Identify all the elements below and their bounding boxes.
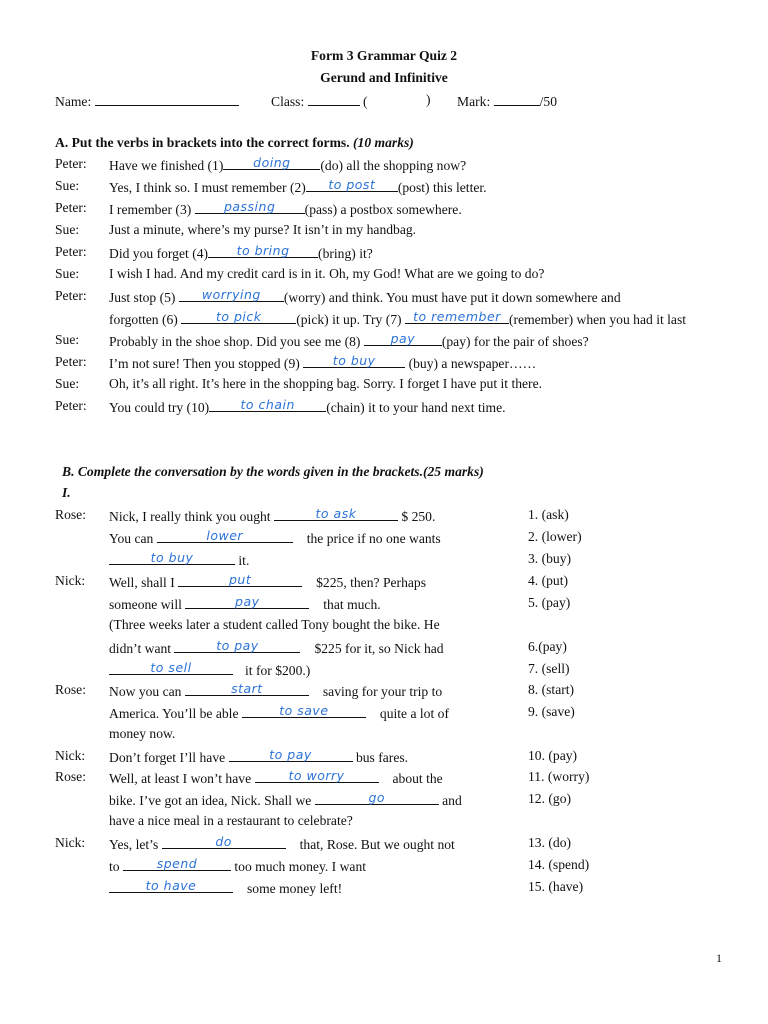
speaker-label: Sue: — [55, 178, 80, 193]
handwritten-answer: to save — [279, 703, 329, 718]
line-text: Well, shall I — [109, 575, 179, 590]
dialogue-line — [109, 353, 536, 373]
verb-hint: 1. (ask) — [528, 507, 569, 522]
answer-blank-3[interactable] — [195, 199, 305, 214]
line-text: America. You’ll be able — [109, 706, 242, 721]
verb-hint: 12. (go) — [528, 791, 572, 806]
name-blank[interactable] — [95, 91, 239, 106]
line-text: to — [109, 859, 123, 874]
handwritten-answer: to remember — [413, 309, 501, 324]
handwritten-answer: to ask — [315, 506, 357, 521]
dialogue-line — [109, 768, 443, 788]
answer-blank-b1[interactable] — [274, 506, 398, 521]
handwritten-answer: to worry — [288, 768, 345, 783]
answer-blank-b6[interactable] — [174, 638, 300, 653]
dialogue-line — [109, 747, 408, 767]
section-b-part: I. — [62, 485, 71, 500]
dialogue-line: (Three weeks later a student called Tony bought the bike. He — [109, 617, 440, 632]
line-text: You could try (10) — [109, 400, 210, 415]
line-text: Have we finished (1) — [109, 158, 224, 173]
speaker-label: Peter: — [55, 200, 87, 215]
line-text: Yes, I think so. I must remember (2) — [109, 180, 306, 195]
class-paren-close: ) — [426, 92, 431, 107]
line-text: $225, then? Perhaps — [316, 575, 426, 590]
line-text: (pick) it up. Try (7) — [296, 312, 405, 327]
dialogue-line — [109, 834, 455, 854]
handwritten-answer: to pay — [216, 638, 259, 653]
handwritten-answer: go — [368, 790, 386, 805]
speaker-label: Sue: — [55, 332, 80, 347]
verb-hint: 9. (save) — [528, 704, 575, 719]
handwritten-answer: do — [215, 834, 232, 849]
handwritten-answer: to bring — [236, 243, 290, 258]
line-text: (remember) when you had it last — [508, 312, 687, 327]
verb-hint: 2. (lower) — [528, 529, 582, 544]
dialogue-line — [109, 638, 444, 658]
answer-blank-b14[interactable] — [123, 856, 231, 871]
page-number: 1 — [716, 951, 722, 965]
quiz-title: Form 3 Grammar Quiz 2 — [310, 48, 458, 63]
verb-hint: 7. (sell) — [528, 661, 570, 676]
answer-blank-1[interactable] — [223, 155, 320, 170]
answer-blank-7[interactable] — [405, 309, 509, 324]
dialogue-line — [109, 703, 449, 723]
line-text: $ 250. — [397, 509, 436, 524]
answer-blank-5[interactable] — [179, 287, 284, 302]
speaker-label: Nick: — [55, 573, 86, 588]
mark-blank[interactable] — [494, 91, 540, 106]
line-text: (pass) a postbox somewhere. — [304, 202, 462, 217]
answer-blank-6[interactable] — [181, 309, 296, 324]
class-label: Class: — [271, 94, 305, 109]
handwritten-answer: doing — [253, 155, 291, 170]
dialogue-line — [109, 528, 441, 548]
speaker-label: Peter: — [55, 244, 87, 259]
line-text: $225 for it, so Nick had — [314, 641, 444, 656]
line-text: (do) all the shopping now? — [320, 158, 467, 173]
verb-hint: 14. (spend) — [528, 857, 590, 872]
line-text: someone will — [109, 597, 186, 612]
speaker-label: Peter: — [55, 156, 87, 171]
line-text: Nick, I really think you ought — [109, 509, 274, 524]
class-paren-open: ( — [363, 94, 368, 109]
handwritten-answer: passing — [223, 199, 276, 214]
line-text: quite a lot of — [379, 706, 449, 721]
class-field-row — [271, 91, 368, 111]
handwritten-answer: put — [228, 572, 252, 587]
section-b-heading: B. Complete the conversation by the words given in the brackets.(25 marks) — [62, 464, 484, 479]
line-text: and — [438, 793, 462, 808]
answer-blank-b11[interactable] — [255, 768, 379, 783]
handwritten-answer: to buy — [150, 550, 194, 565]
line-text: (post) this letter. — [397, 180, 487, 195]
dialogue-line — [109, 572, 426, 592]
speaker-label: Peter: — [55, 288, 87, 303]
dialogue-line — [109, 243, 373, 263]
line-text: (pay) for the pair of shoes? — [441, 334, 589, 349]
dialogue-line — [109, 660, 310, 680]
mark-label: Mark: — [457, 94, 491, 109]
dialogue-line — [109, 878, 342, 898]
speaker-label: Sue: — [55, 266, 80, 281]
answer-blank-10[interactable] — [209, 397, 326, 412]
dialogue-line — [109, 397, 506, 417]
handwritten-answer: to have — [145, 878, 197, 893]
handwritten-answer: start — [231, 681, 263, 696]
dialogue-line — [109, 199, 462, 219]
answer-blank-b5[interactable] — [185, 594, 309, 609]
answer-blank-b4[interactable] — [178, 572, 302, 587]
line-text: Now you can — [109, 684, 185, 699]
line-text: that much. — [323, 597, 381, 612]
answer-blank-b3[interactable] — [109, 550, 235, 565]
line-text: bike. I’ve got an idea, Nick. Shall we — [109, 793, 315, 808]
line-text: bus fares. — [352, 750, 409, 765]
verb-hint: 6.(pay) — [528, 639, 567, 654]
line-text: You can — [109, 531, 157, 546]
dialogue-line: Oh, it’s all right. It’s here in the shopping bag. Sorry. I forget I have put it there. — [109, 376, 543, 391]
line-text: (chain) it to your hand next time. — [326, 400, 506, 415]
answer-blank-b2[interactable] — [157, 528, 293, 543]
line-text: I remember (3) — [109, 202, 195, 217]
speaker-label: Rose: — [55, 682, 86, 697]
mark-total: /50 — [539, 94, 558, 109]
verb-hint: 3. (buy) — [528, 551, 572, 566]
mark-field-row — [457, 91, 557, 111]
speaker-label: Nick: — [55, 748, 86, 763]
answer-blank-b7[interactable] — [109, 660, 233, 675]
verb-hint: 4. (put) — [528, 573, 569, 588]
line-text: didn’t want — [109, 641, 175, 656]
dialogue-line — [109, 856, 366, 876]
line-text: forgotten (6) — [109, 312, 182, 327]
line-text: some money left! — [247, 881, 343, 896]
line-text: Probably in the shoe shop. Did you see me (8) — [109, 334, 364, 349]
section-a-marks: (10 marks) — [353, 135, 414, 150]
answer-blank-9[interactable] — [303, 353, 405, 368]
line-text: Did you forget (4) — [109, 246, 209, 261]
speaker-label: Nick: — [55, 835, 86, 850]
dialogue-line: Just a minute, where’s my purse? It isn’t in my handbag. — [109, 222, 417, 237]
line-text: (bring) it? — [318, 246, 373, 261]
verb-hint: 13. (do) — [528, 835, 572, 850]
answer-blank-b15[interactable] — [109, 878, 233, 893]
handwritten-answer: to pick — [215, 309, 262, 324]
dialogue-line — [109, 309, 686, 329]
handwritten-answer: to chain — [240, 397, 295, 412]
line-text: too much money. I want — [230, 859, 367, 874]
line-text: (worry) and think. You must have put it down somewhere and — [283, 290, 621, 305]
line-text: the price if no one wants — [306, 531, 441, 546]
speaker-label: Rose: — [55, 769, 86, 784]
answer-blank-b8[interactable] — [185, 681, 309, 696]
handwritten-answer: to sell — [150, 660, 192, 675]
dialogue-line — [109, 155, 466, 175]
answer-blank-4[interactable] — [208, 243, 318, 258]
speaker-label: Peter: — [55, 398, 87, 413]
verb-hint: 15. (have) — [528, 879, 584, 894]
line-text: it for $200.) — [245, 663, 311, 678]
handwritten-answer: pay — [390, 331, 416, 346]
speaker-label: Sue: — [55, 222, 80, 237]
dialogue-line — [109, 790, 462, 810]
dialogue-line — [109, 550, 249, 570]
line-text: saving for your trip to — [322, 684, 443, 699]
handwritten-answer: lower — [206, 528, 244, 543]
dialogue-line — [109, 287, 621, 307]
dialogue-line — [109, 506, 435, 526]
section-a-heading — [55, 134, 414, 152]
verb-hint: 11. (worry) — [528, 769, 590, 784]
speaker-label: Rose: — [55, 507, 86, 522]
name-field-row — [55, 91, 239, 111]
line-text: Yes, let’s — [109, 837, 162, 852]
dialogue-line: I wish I had. And my credit card is in it. Oh, my God! What are we going to do? — [109, 266, 545, 281]
handwritten-answer: worrying — [201, 287, 261, 302]
speaker-label: Sue: — [55, 376, 80, 391]
line-text: I’m not sure! Then you stopped (9) — [109, 356, 304, 371]
answer-blank-b9[interactable] — [242, 703, 366, 718]
answer-blank-b13[interactable] — [162, 834, 286, 849]
line-text: Don’t forget I’ll have — [109, 750, 229, 765]
dialogue-line: have a nice meal in a restaurant to celebrate? — [109, 813, 353, 828]
answer-blank-8[interactable] — [364, 331, 442, 346]
handwritten-answer: to post — [328, 177, 376, 192]
handwritten-answer: pay — [235, 594, 260, 609]
verb-hint: 5. (pay) — [528, 595, 571, 610]
line-text: Well, at least I won’t have — [109, 771, 255, 786]
line-text: about the — [392, 771, 443, 786]
quiz-subtitle: Gerund and Infinitive — [320, 70, 448, 85]
handwritten-answer: to buy — [332, 353, 376, 368]
dialogue-line: money now. — [109, 726, 176, 741]
line-text: (buy) a newspaper…… — [405, 356, 537, 371]
dialogue-line — [109, 177, 487, 197]
answer-blank-b10[interactable] — [229, 747, 353, 762]
answer-blank-b12[interactable] — [315, 790, 439, 805]
line-text: it. — [235, 553, 250, 568]
class-blank[interactable] — [308, 91, 360, 106]
dialogue-line — [109, 331, 589, 351]
verb-hint: 10. (pay) — [528, 748, 578, 763]
handwritten-answer: spend — [156, 856, 198, 871]
dialogue-line — [109, 594, 381, 614]
section-a-title: A. Put the verbs in brackets into the correct forms. — [55, 135, 350, 150]
line-text: that, Rose. But we ought not — [299, 837, 455, 852]
dialogue-line — [109, 681, 442, 701]
line-text: Just stop (5) — [109, 290, 179, 305]
handwritten-answer: to pay — [269, 747, 312, 762]
verb-hint: 8. (start) — [528, 682, 575, 697]
speaker-label: Peter: — [55, 354, 87, 369]
name-label: Name: — [55, 94, 92, 109]
answer-blank-2[interactable] — [306, 177, 398, 192]
